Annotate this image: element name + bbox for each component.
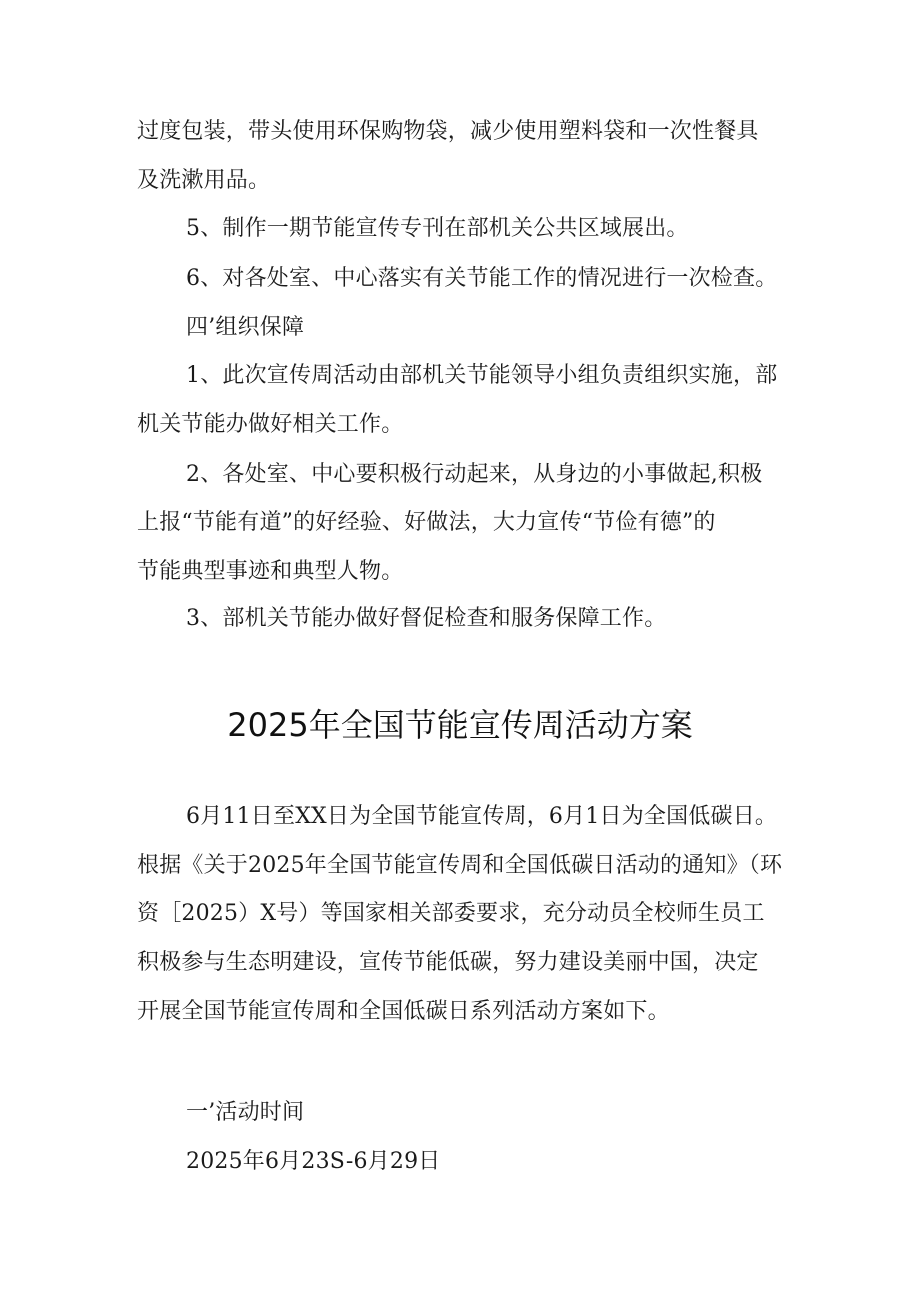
paragraph-line: 积极参与生态明建设，宣传节能低碳，努力建设美丽中国，决定 bbox=[137, 950, 759, 975]
paragraph-line: 过度包装，带头使用环保购物袋，减少使用塑料袋和一次性餐具 bbox=[137, 119, 759, 144]
date-range: 2025年6月23S-6月29日 bbox=[186, 1149, 441, 1174]
list-item-2: 2、各处室、中心要积极行动起来，从身边的小事做起,积极 bbox=[186, 462, 763, 487]
paragraph-line: 上报“节能有道”的好经验、好做法，大力宣传“节俭有德”的 bbox=[137, 510, 716, 535]
list-item-5: 5、制作一期节能宣传专刊在部机关公共区域展出。 bbox=[186, 216, 689, 241]
list-item-3: 3、部机关节能办做好督促检查和服务保障工作。 bbox=[186, 606, 667, 631]
paragraph-line: 节能典型事迹和典型人物。 bbox=[137, 559, 404, 584]
paragraph-line: 开展全国节能宣传周和全国低碳日系列活动方案如下。 bbox=[137, 999, 670, 1024]
section-heading: 一’活动时间 bbox=[186, 1100, 305, 1125]
paragraph-line: 资［2025）X号）等国家相关部委要求，充分动员全校师生员工 bbox=[137, 901, 765, 926]
paragraph-line: 机关节能办做好相关工作。 bbox=[137, 412, 404, 437]
list-item-1: 1、此次宣传周活动由部机关节能领导小组负责组织实施，部 bbox=[186, 363, 778, 388]
paragraph-line: 及洗漱用品。 bbox=[137, 168, 271, 193]
list-item-6: 6、对各处室、中心落实有关节能工作的情况进行一次检查。 bbox=[186, 266, 778, 291]
document-title: 2025年全国节能宣传周活动方案 bbox=[227, 706, 693, 744]
section-heading: 四’组织保障 bbox=[186, 315, 305, 340]
paragraph-line: 6月11日至XX日为全国节能宣传周，6月1日为全国低碳日。 bbox=[186, 804, 778, 829]
paragraph-line: 根据《关于2025年全国节能宣传周和全国低碳日活动的通知》（环 bbox=[137, 853, 783, 878]
